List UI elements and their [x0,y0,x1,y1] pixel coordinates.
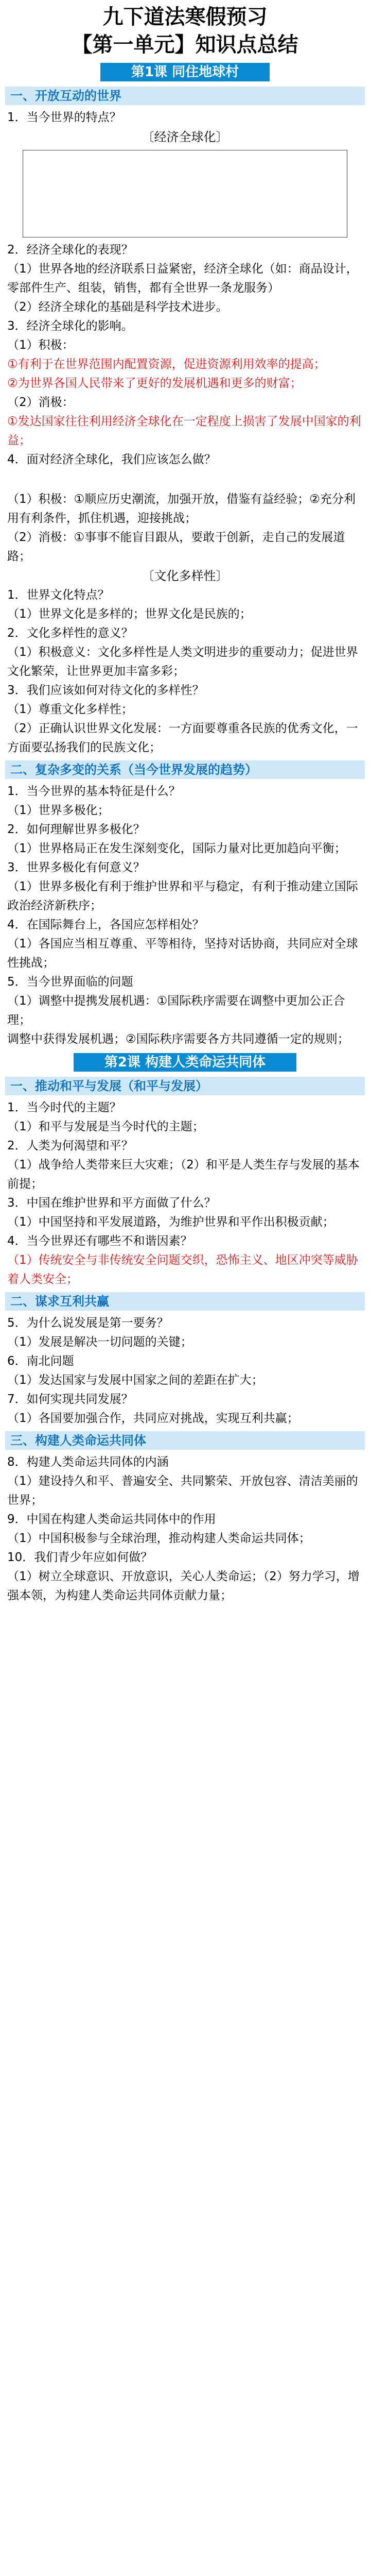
q: 4．当今世界还有哪些不和谐因素？ [7,1234,192,1248]
q: 9．中国在构建人类命运共同体中的作用 [7,1513,216,1526]
a: （1）传统安全与非传统安全问题交织，恐怖主义、地区冲突等威胁着人类安全； [7,1253,358,1286]
a: （1）世界文化是多样的；世界文化是民族的； [7,607,252,621]
lesson2-body2 [0,1314,370,1428]
q: 2．经济全球化的表现？ [7,243,133,257]
a: （1）世界各地的经济联系日益紧密，经济全球化（如：商品设计，零部件生产、组装，销售，都有全世界一条龙服务） [7,262,358,295]
q: 1．世界文化特点？ [7,588,110,602]
a: （1）各国应当相互尊重、平等相待，坚持对话协商，共同应对全球性挑战； [7,937,358,970]
q: 3．我们应该如何对待文化的多样性？ [7,684,204,697]
q: 〔经济全球化〕 [142,130,228,144]
a: （1）中国积极参与全球治理，推动构建人类命运共同体； [7,1532,311,1545]
q: 4．面对经济全球化，我们应该怎么做？ [7,453,216,466]
a: （2）正确认识世界文化发展：一方面要尊重各民族的优秀文化，一方面要弘扬我们的民族文化； [7,722,358,754]
lesson1-sub1: 一、开放互动的世界 [5,87,365,105]
lesson2-sub3: 三、构建人类命运共同体 [5,1431,365,1450]
a: （1）树立全球意识、开放意识，关心人类命运；（2）努力学习，增强本领，为构建人类命运共同体贡献力量； [7,1570,360,1602]
a: （1）积极： [7,338,74,352]
lesson1-body [0,108,370,757]
lesson1-title: 第1课 同住地球村 [0,63,370,81]
q: 3．中国在维护世界和平方面做了什么？ [7,1196,216,1210]
q: 2．如何理解世界多极化？ [7,823,145,836]
lesson2-sub2: 二、谋求互利共赢 [5,1292,365,1311]
q: 2．人类为何渴望和平？ [7,1139,133,1153]
q: 3．世界多极化有何意义？ [7,861,145,874]
a: （1）发达国家与发展中国家之间的差距在扩大； [7,1374,263,1387]
lesson2-body3 [0,1453,370,1605]
a: （1）世界多极化； [7,804,110,817]
a: （1）积极意义：文化多样性是人类文明进步的重要动力；促进世界文化繁荣，让世界更加丰富多彩； [7,646,358,678]
q: 7．如何实现共同发展？ [7,1393,133,1406]
a: ①发达国家往往利用经济全球化在一定程度上损害了发展中国家的利益； [7,415,361,447]
doc-title-line1: 九下道法寒假预习 [102,5,268,29]
q: 5．为什么说发展是第一要务？ [7,1316,169,1330]
a: （2）消极：①事事不能盲目跟从，要敢于创新，走自己的发展道路； [7,531,345,563]
a: （2）经济全球化的基础是科学技术进步。 [7,300,228,314]
q: 5．当今世界面临的问题 [7,975,133,989]
q: 4．在国际舞台上，各国应怎样相处？ [7,918,204,931]
q: 8．构建人类命运共同体的内涵 [7,1455,169,1469]
a: （1）建设持久和平、普遍安全、共同繁荣、开放包容、清洁美丽的世界； [7,1475,358,1507]
a: （1）和平与发展是当今时代的主题； [7,1120,204,1133]
q: 1．当今世界的基本特征是什么？ [7,785,181,798]
lesson2-title: 第2课 构建人类命运共同体 [0,1053,370,1072]
a: （1）发展是解决一切问题的关键； [7,1335,192,1349]
a: ②为世界各国人民带来了更好的发展机遇和更多的财富； [7,377,302,390]
a: （1）世界格局正在发生深刻变化，国际力量对比更加趋向平衡； [7,842,346,855]
doc-title-line2: 【第一单元】知识点总结 [72,33,298,57]
a: （1）战争给人类带来巨大灾难；（2）和平是人类生存与发展的基本前提； [7,1158,360,1191]
a: （1）尊重文化多样性； [7,703,133,716]
q: 〔文化多样性〕 [142,569,228,583]
lesson1-body2 [0,782,370,1049]
a: ①有利于在世界范围内配置资源，促进资源利用效率的提高； [7,358,326,371]
lesson2-body [0,1098,370,1289]
q: 3．经济全球化的影响。 [7,319,133,333]
lesson2-sub1: 一、推动和平与发展（和平与发展） [5,1077,365,1095]
a: （1）世界多极化有利于维护世界和平与稳定，有利于推动建立国际政治经济新秩序； [7,880,358,912]
lesson1-sub3: 二、复杂多变的关系（当今世界发展的趋势） [5,760,365,779]
q: 2．文化多样性的意义？ [7,626,133,640]
a: （1）调整中提携发展机遇：①国际秩序需要在调整中更加公正合理； [7,994,345,1027]
a: （1）中国坚持和平发展道路，为维护世界和平作出积极贡献； [7,1215,334,1229]
a: （1）积极：①顺应历史潮流，加强开放，借鉴有益经验；②充分利用有利条件，抓住机遇，迎接挑战； [7,493,356,525]
q: 1．当今时代的主题？ [7,1101,121,1114]
a: 调整中获得发展机遇；②国际秩序需要各方共同遵循一定的规则； [7,1032,349,1046]
a: （1）各国要加强合作，共同应对挑战，实现互利共赢； [7,1412,299,1425]
q: 1．当今世界的特点？ [7,111,121,124]
diagram-box [23,150,347,238]
q: 10．我们青少年应如何做？ [7,1551,153,1564]
q: 6．南北问题 [7,1354,74,1368]
a: （2）消极： [7,396,74,409]
